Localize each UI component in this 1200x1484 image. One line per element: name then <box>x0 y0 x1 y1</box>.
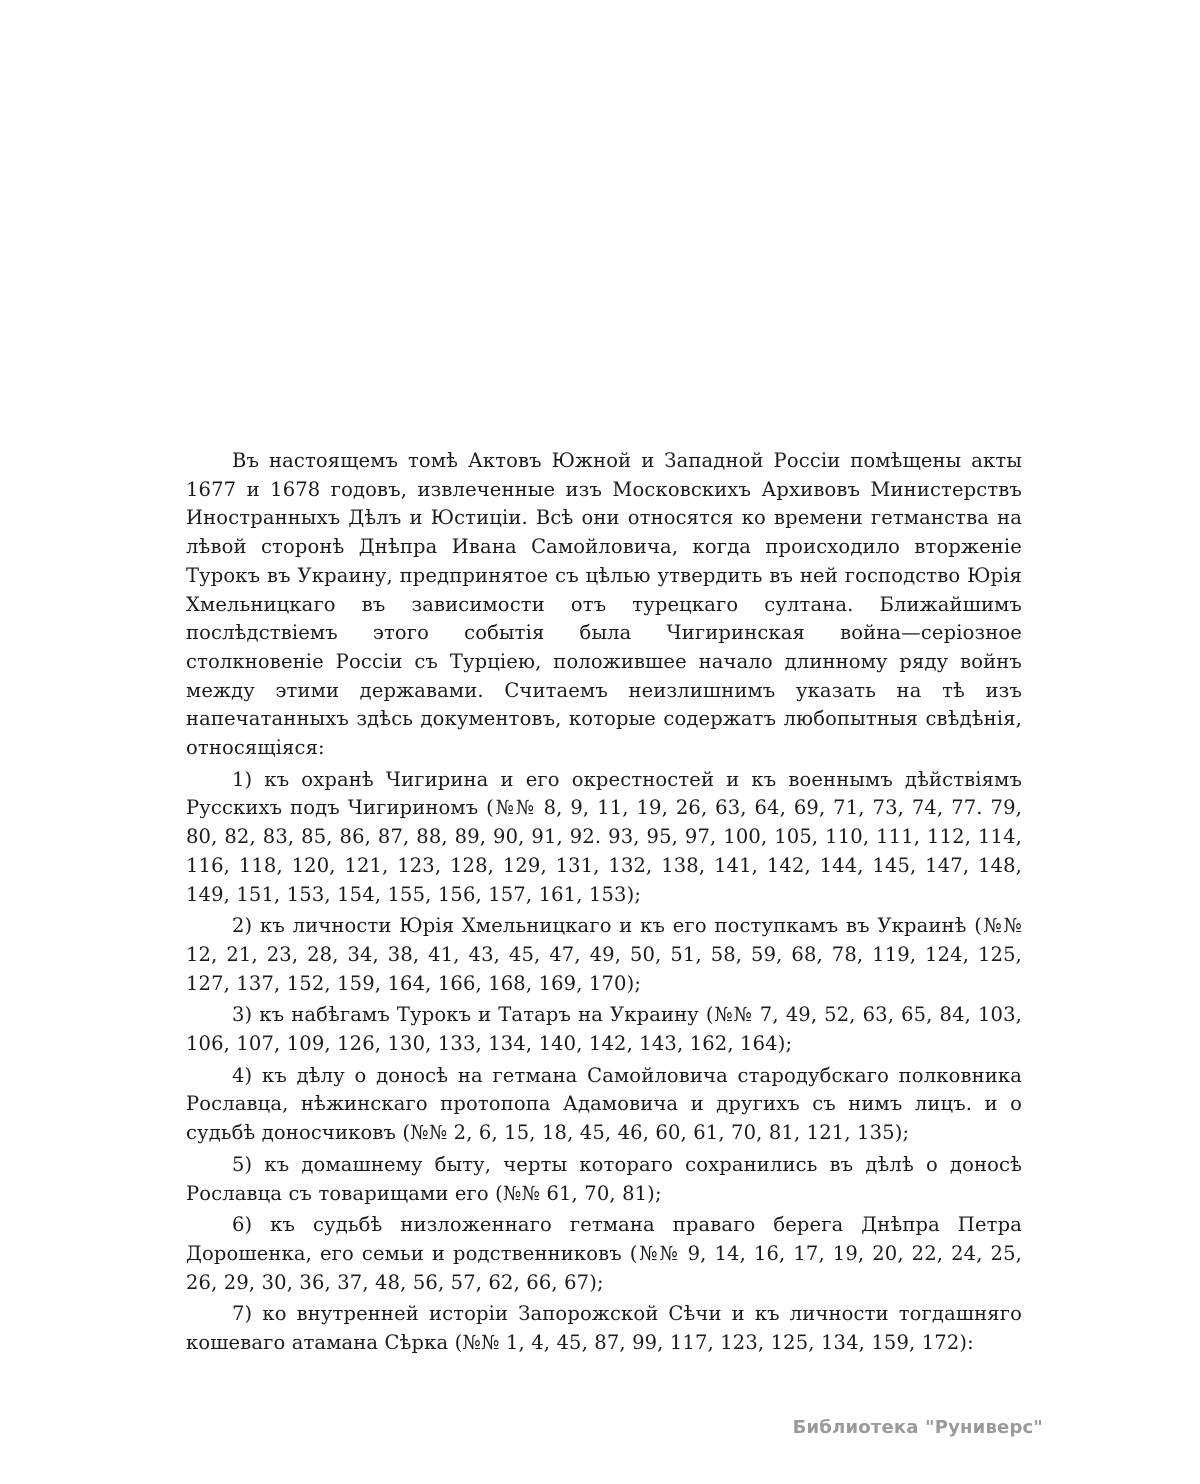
preface-intro-paragraph: Въ настоящемъ томѣ Актовъ Южной и Западной Россіи помѣщены акты 1677 и 1678 годовъ, извлеченные изъ Московскихъ Архивовъ Министерствъ Иностранныхъ Дѣлъ и Юстиціи. Всѣ они относятся ко времени гетманства на лѣвой сторонѣ Днѣпра Ивана Самойловича, когда происходило вторженіе Турокъ въ Украину, предпринятое съ цѣлью утвердить въ ней господство Юрія Хмельницкаго въ зависимости отъ турецкаго султана. Ближайшимъ послѣдствіемъ этого событія была Чигиринская война—серіозное столкновеніе Россіи съ Турціею, положившее начало длинному ряду войнъ между этими державами. Считаемъ неизлишнимъ указать на тѣ изъ напечатанныхъ здѣсь документовъ, которые содержатъ любопытныя свѣдѣнія, относящіяся: <box>186 449 1022 760</box>
list-item-3: 3) къ набѣгамъ Турокъ и Татаръ на Украину (№№ 7, 49, 52, 63, 65, 84, 103, 106, 107, 109, 126, 130, 133, 134, 140, 142, 143, 162, 164); <box>186 1003 1022 1056</box>
list-item-7: 7) ко внутренней исторіи Запорожской Сѣчи и къ личности тогдашняго кошеваго атамана Сѣрка (№№ 1, 4, 45, 87, 99, 117, 123, 125, 134, 159, 172): <box>186 1302 1022 1355</box>
list-item-1: 1) къ охранѣ Чигирина и его окрестностей и къ военнымъ дѣйствіямъ Русскихъ подъ Чигириномъ (№№ 8, 9, 11, 19, 26, 63, 64, 69, 71, 73, 74, 77. 79, 80, 82, 83, 85, 86, 87, 88, 89, 90, 91, 92. 93, 95, 97, 100, 105, 110, 111, 112, 114, 116, 118, 120, 121, 123, 128, 129, 131, 132, 138, 141, 142, 144, 145, 147, 148, 149, 151, 153, 154, 155, 156, 157, 161, 153); <box>186 767 1022 906</box>
preface-text-block <box>186 447 1022 1361</box>
list-item-5: 5) къ домашнему быту, черты котораго сохранились въ дѣлѣ о доносѣ Рославца съ товарищами его (№№ 61, 70, 81); <box>186 1152 1022 1205</box>
list-item-6: 6) къ судьбѣ низложеннаго гетмана праваго берега Днѣпра Петра Дорошенка, его семьи и родственниковъ (№№ 9, 14, 16, 17, 19, 20, 22, 24, 25, 26, 29, 30, 36, 37, 48, 56, 57, 62, 66, 67); <box>186 1213 1022 1294</box>
library-watermark: Библиотека "Руниверс" <box>792 1417 1043 1438</box>
list-item-4: 4) къ дѣлу о доносѣ на гетмана Самойловича стародубскаго полковника Рославца, нѣжинскаго протопопа Адамовича и другихъ съ нимъ лицъ. и о судьбѣ доносчиковъ (№№ 2, 6, 15, 18, 45, 46, 60, 61, 70, 81, 121, 135); <box>186 1063 1022 1145</box>
list-item-2: 2) къ личности Юрія Хмельницкаго и къ его поступкамъ въ Украинѣ (№№ 12, 21, 23, 28, 34, 38, 41, 43, 45, 47, 49, 50, 51, 58, 59, 68, 78, 119, 124, 125, 127, 137, 152, 159, 164, 166, 168, 169, 170); <box>186 914 1022 995</box>
